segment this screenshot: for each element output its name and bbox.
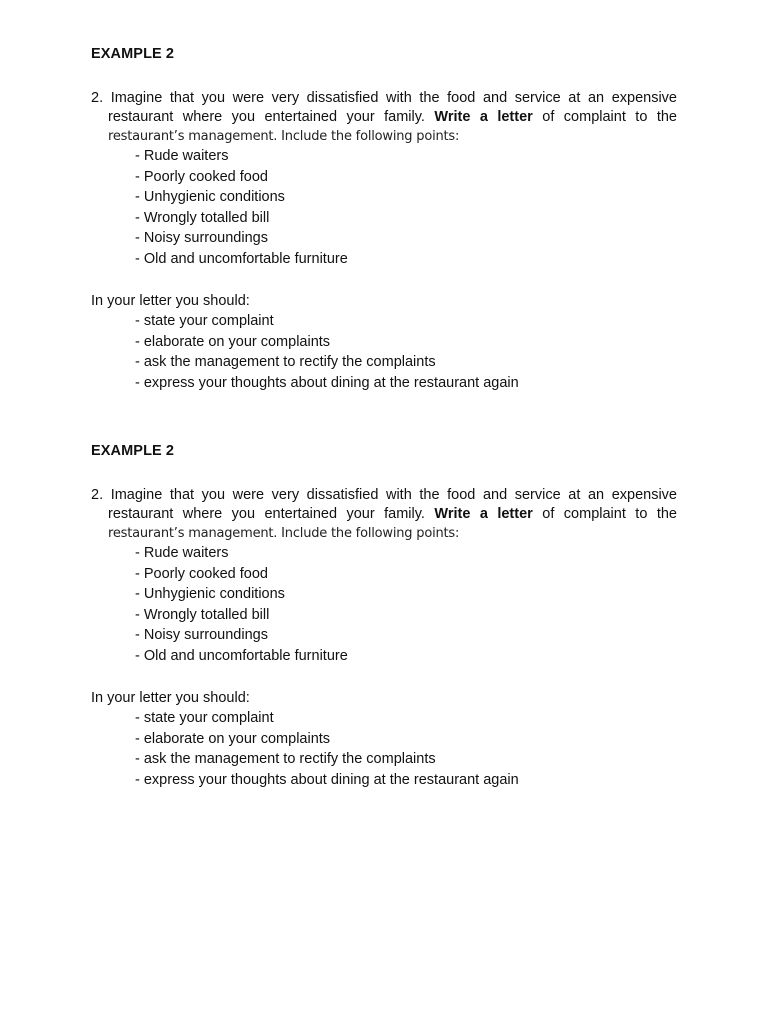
list-item: - Noisy surroundings	[135, 627, 268, 644]
list-item: - Unhygienic conditions	[135, 586, 285, 603]
question-line-3: restaurant’s management. Include the following points:	[108, 526, 460, 541]
list-item: - Old and uncomfortable furniture	[135, 647, 348, 664]
question-line-2-end: of complaint to the	[542, 109, 677, 125]
list-item: - ask the management to rectify the complaints	[135, 354, 436, 371]
list-item: - elaborate on your complaints	[135, 730, 331, 747]
instructions-label: In your letter you should:	[91, 689, 250, 706]
list-item: - state your complaint	[135, 710, 274, 727]
list-item: - Old and uncomfortable furniture	[135, 250, 348, 267]
question-line-2-end: of complaint to the	[542, 506, 677, 522]
question-line-2	[91, 505, 677, 524]
list-item: - Rude waiters	[135, 545, 229, 561]
list-item: - Unhygienic conditions	[135, 189, 285, 206]
question-line-2	[91, 108, 677, 127]
example-heading: EXAMPLE 2	[91, 46, 175, 62]
write-a-letter-emphasis: Write a letter	[434, 109, 533, 125]
question-line-3: restaurant’s management. Include the following points:	[108, 129, 460, 144]
write-a-letter-emphasis: Write a letter	[434, 506, 533, 522]
list-item: - Wrongly totalled bill	[135, 606, 270, 623]
list-item: - Poorly cooked food	[135, 565, 268, 582]
question-text	[91, 89, 677, 146]
question-line-1: 2. Imagine that you were very dissatisfied with the food and service at an expensive	[91, 487, 677, 503]
list-item: - express your thoughts about dining at the restaurant again	[135, 374, 519, 391]
complaint-points-list	[91, 146, 677, 270]
list-item: - Poorly cooked food	[135, 168, 268, 185]
question-line-2-start: restaurant where you entertained your family.	[108, 506, 425, 522]
list-item: - state your complaint	[135, 313, 274, 330]
question-line-2-start: restaurant where you entertained your family.	[108, 109, 425, 125]
instructions-label: In your letter you should:	[91, 292, 250, 309]
list-item: - elaborate on your complaints	[135, 333, 331, 350]
list-item: - express your thoughts about dining at the restaurant again	[135, 771, 519, 788]
example-section-2	[91, 441, 677, 791]
example-section-1	[91, 44, 677, 394]
example-heading: EXAMPLE 2	[91, 443, 175, 459]
list-item: - Rude waiters	[135, 148, 229, 164]
question-line-1: 2. Imagine that you were very dissatisfied with the food and service at an expensive	[91, 90, 677, 106]
list-item: - Noisy surroundings	[135, 230, 268, 247]
instructions-list	[91, 708, 677, 790]
instructions-list	[91, 311, 677, 393]
list-item: - ask the management to rectify the complaints	[135, 751, 436, 768]
list-item: - Wrongly totalled bill	[135, 209, 270, 226]
complaint-points-list	[91, 543, 677, 667]
question-text	[91, 486, 677, 543]
